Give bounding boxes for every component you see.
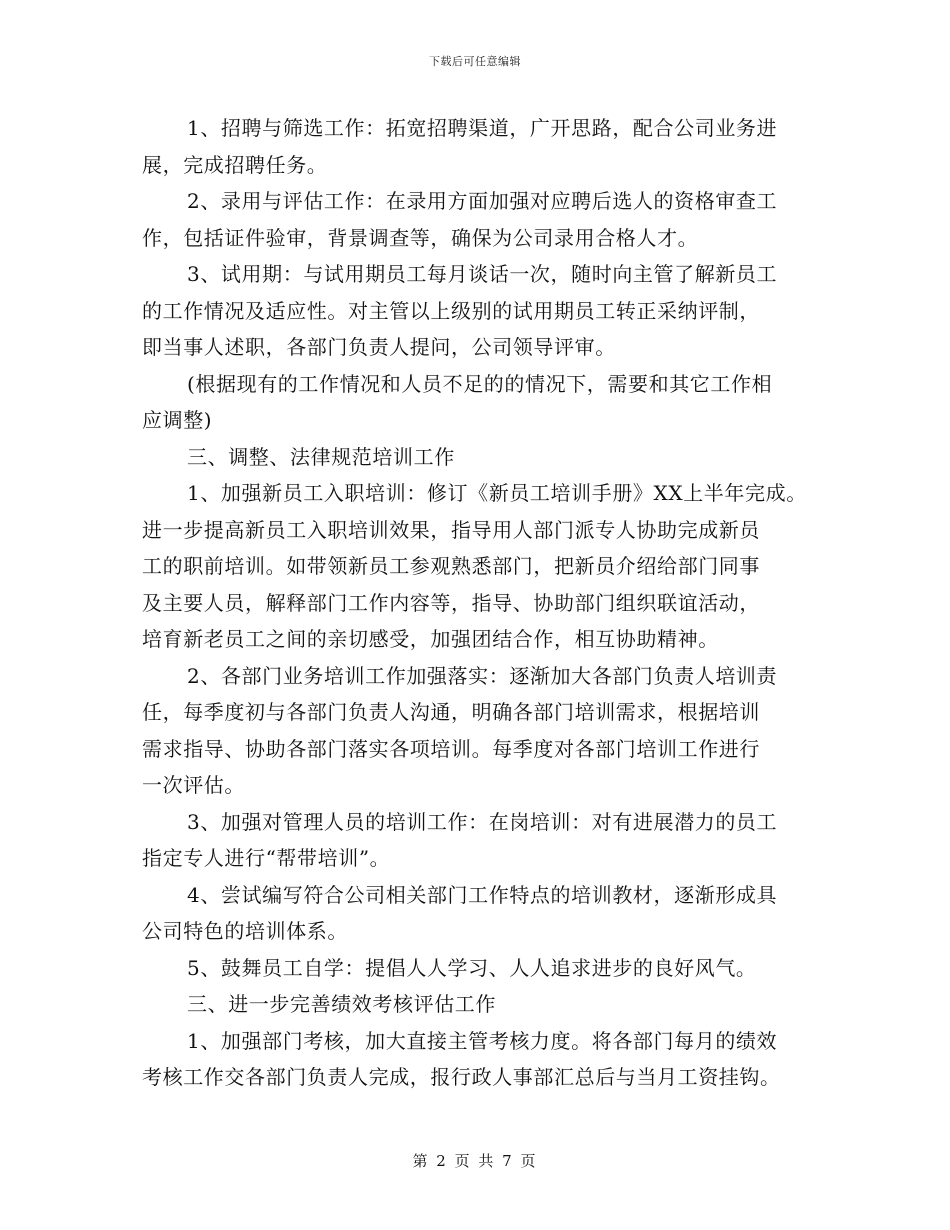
- text-line: 任，每季度初与各部门负责人沟通，明确各部门培训需求，根据培训: [142, 700, 760, 724]
- text-line: 展，完成招聘任务。: [142, 152, 328, 177]
- text-line: 工的职前培训。如带领新员工参观熟悉部门，把新员介绍给部门同事: [142, 554, 760, 578]
- text-line: 2、录用与评估工作：在录用方面加强对应聘后选人的资格审查工: [187, 189, 778, 213]
- page-number: 第 2 页 共 7 页: [412, 1152, 538, 1170]
- text-line: 三、进一步完善绩效考核评估工作: [187, 992, 496, 1016]
- text-line: 公司特色的培训体系。: [142, 919, 348, 943]
- text-line: 考核工作交各部门负责人完成，报行政人事部汇总后与当月工资挂钩。: [142, 1065, 781, 1089]
- text-line: 3、试用期：与试用期员工每月谈话一次，随时向主管了解新员工: [187, 262, 778, 286]
- text-line: 进一步提高新员工入职培训效果，指导用人部门派专人协助完成新员: [142, 517, 760, 542]
- text-line: 即当事人述职，各部门负责人提问，公司领导评审。: [142, 335, 616, 359]
- text-line: 及主要人员，解释部门工作内容等，指导、协助部门组织联谊活动，: [142, 590, 760, 615]
- text-line: 4、尝试编写符合公司相关部门工作特点的培训教材，逐渐形成具: [187, 882, 778, 907]
- text-line: 三、调整、法律规范培训工作: [187, 444, 455, 469]
- text-line: 一次评估。: [142, 773, 245, 797]
- text-line: 3、加强对管理人员的培训工作：在岗培训：对有进展潜力的员工: [187, 809, 778, 834]
- text-line: 1、加强部门考核，加大直接主管考核力度。将各部门每月的绩效: [187, 1028, 778, 1053]
- text-line: 1、招聘与筛选工作：拓宽招聘渠道，广开思路，配合公司业务进: [187, 116, 778, 140]
- text-line: 指定专人进行“帮带培训”。: [142, 846, 391, 870]
- text-line: (根据现有的工作情况和人员不足的的情况下，需要和其它工作相: [187, 371, 773, 396]
- text-line: 5、鼓舞员工自学：提倡人人学习、人人追求进步的良好风气。: [187, 955, 757, 980]
- header-note: 下载后可任意编辑: [429, 55, 521, 68]
- text-line: 作，包括证件验审，背景调查等，确保为公司录用合格人才。: [142, 225, 699, 250]
- text-line: 1、加强新员工入职培训：修订《新员工培训手册》XX上半年完成。: [187, 481, 807, 505]
- text-line: 2、各部门业务培训工作加强落实：逐渐加大各部门负责人培训责: [187, 663, 778, 688]
- text-line: 应调整): [142, 408, 213, 432]
- text-line: 培育新老员工之间的亲切感受，加强团结合作，相互协助精神。: [142, 627, 719, 651]
- text-line: 的工作情况及适应性。对主管以上级别的试用期员工转正采纳评制，: [142, 298, 760, 323]
- text-line: 需求指导、协助各部门落实各项培训。每季度对各部门培训工作进行: [142, 736, 760, 761]
- document-body: [142, 110, 814, 1096]
